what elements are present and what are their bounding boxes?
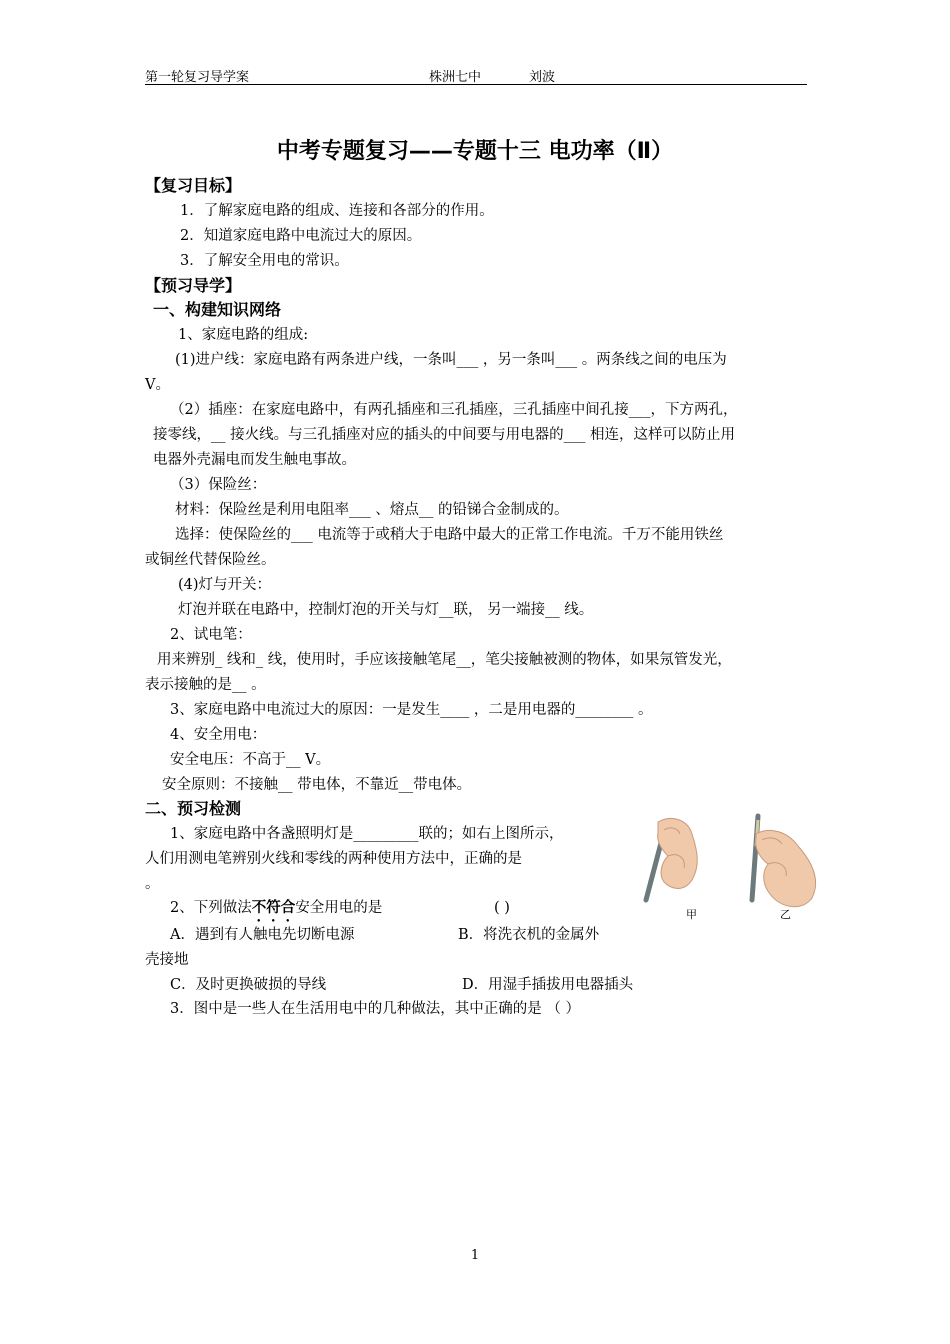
header-school: 株洲七中	[429, 70, 482, 85]
test-pen-figure	[628, 812, 828, 924]
option-c: C．及时更换破损的导线	[170, 977, 327, 993]
text-line: 2、试电笔：	[170, 627, 252, 643]
text-line: (1)进户线：家庭电路有两条进户线，一条叫___ ，另一条叫___ 。两条线之间的电压为	[175, 352, 727, 368]
page-title: 中考专题复习——专题十三 电功率（Ⅱ）	[276, 139, 674, 164]
text-line: 3、家庭电路中电流过大的原因：一是发生____ ，二是用电器的________ 。	[170, 702, 653, 718]
section-knowledge-network: 一、构建知识网络	[153, 300, 282, 319]
text-line: 接零线，__ 接火线。与三孔插座对应的插头的中间要与用电器的___ 相连，这样可以防止用	[153, 427, 735, 443]
text-line: 灯泡并联在电路中，控制灯泡的开关与灯__联， 另一端接__ 线。	[178, 602, 594, 618]
text-line: 4、安全用电：	[170, 727, 267, 743]
question-3: 3．图中是一些人在生活用电中的几种做法，其中正确的是 （ ）	[170, 1001, 580, 1017]
figure-label-a: 甲	[686, 908, 697, 921]
hand-a-illustration	[646, 818, 697, 900]
goal-item: 1．了解家庭电路的组成、连接和各部分的作用。	[180, 203, 494, 219]
option-b-cont: 壳接地	[145, 952, 189, 968]
hand-b-illustration	[752, 816, 816, 907]
question-1-cont: 。	[145, 876, 160, 892]
text-line: 1、家庭电路的组成:	[178, 327, 309, 343]
option-d: D．用湿手插拔用电器插头	[462, 977, 634, 993]
question-1-cont: 人们用测电笔辨别火线和零线的两种使用方法中，正确的是	[145, 851, 522, 867]
question-2	[170, 898, 382, 925]
text-line: 材料：保险丝是利用电阻率___ 、熔点__ 的铅锑合金制成的。	[175, 502, 569, 518]
option-b: B．将洗衣机的金属外	[458, 927, 600, 943]
section-preview-check: 二、预习检测	[145, 799, 242, 818]
text-line: 电器外壳漏电而发生触电事故。	[153, 452, 356, 468]
text-line: 安全电压：不高于__ V。	[170, 752, 331, 768]
header-author: 刘波	[529, 70, 556, 85]
question-2-emphasis: 不符合	[251, 899, 296, 916]
answer-bracket: ( )	[494, 900, 510, 916]
text-line: 选择：使保险丝的___ 电流等于或稍大于电路中最大的正常工作电流。千万不能用铁丝	[175, 527, 724, 543]
text-line: （2）插座：在家庭电路中，有两孔插座和三孔插座，三孔插座中间孔接___，下方两孔，	[170, 402, 738, 418]
preview-heading: 【预习导学】	[145, 276, 242, 295]
text-line: 安全原则：不接触__ 带电体，不靠近__带电体。	[162, 777, 472, 793]
goal-item: 2．知道家庭电路中电流过大的原因。	[180, 228, 422, 244]
text-line: （3）保险丝：	[170, 477, 267, 493]
text-line: 用来辨别_ 线和_ 线，使用时，手应该接触笔尾__，笔尖接触被测的物体，如果氖管发光，	[157, 652, 732, 668]
question-1: 1、家庭电路中各盏照明灯是_________联的；如右上图所示，	[170, 826, 564, 842]
text-line: V。	[145, 377, 170, 393]
goals-heading: 【复习目标】	[145, 176, 242, 195]
figure-label-b: 乙	[780, 908, 791, 921]
goal-item: 3．了解安全用电的常识。	[180, 253, 349, 269]
page-header	[145, 66, 807, 85]
question-2-prefix: 2、下列做法	[170, 900, 252, 916]
page-number: 1	[470, 1248, 480, 1263]
option-a: A．遇到有人触电先切断电源	[170, 927, 355, 943]
test-pen-illustration	[628, 812, 828, 924]
question-2-suffix: 安全用电的是	[295, 900, 383, 916]
text-line: 表示接触的是__ 。	[145, 677, 266, 693]
header-left: 第一轮复习导学案	[145, 70, 250, 85]
text-line: 或铜丝代替保险丝。	[145, 552, 276, 568]
text-line: (4)灯与开关：	[178, 577, 272, 593]
